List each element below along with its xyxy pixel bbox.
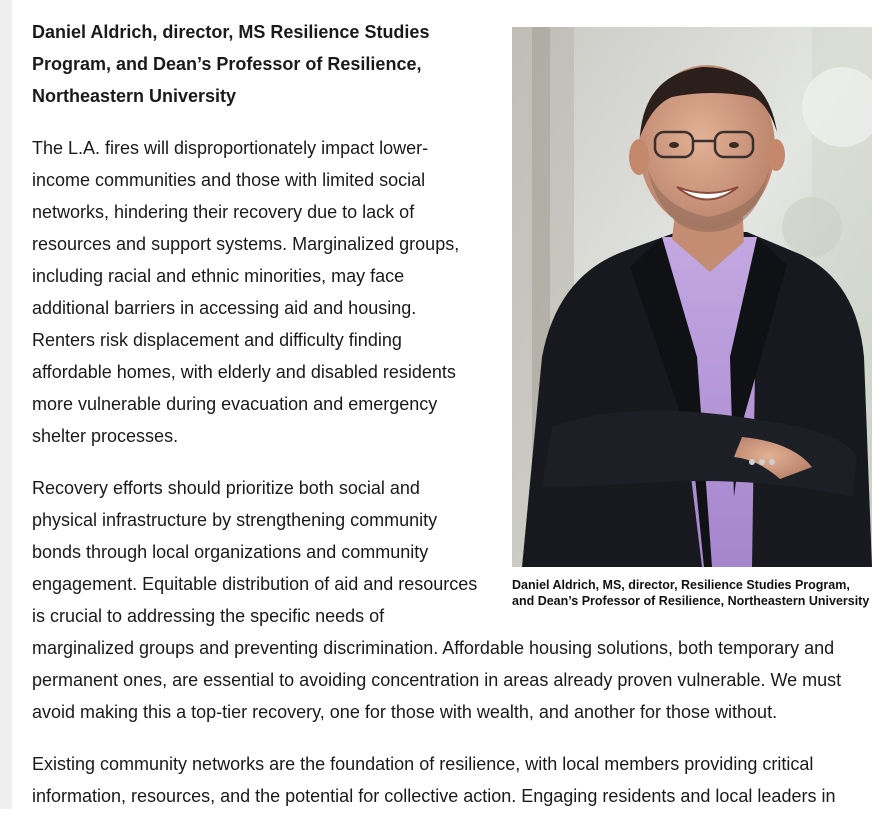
paragraph-impact: The L.A. fires will disproportionately impact lower-income communities and those with limited social networks, hindering their recovery due to lack of resources and support systems. Marginalized groups, including racial and ethnic minorities, may face additional barriers in accessing aid and housing. Renters risk displacement and difficulty finding affordable homes, with elderly and disabled residents more vulnerable during evacuation and emergency shelter processes. xyxy=(32,138,460,446)
portrait-caption: Daniel Aldrich, MS, director, Resilience Studies Program, and Dean’s Professor of Resilience, Northeastern University xyxy=(512,578,870,608)
speaker-heading: Daniel Aldrich, director, MS Resilience Studies Program, and Dean’s Professor of Resilience, Northeastern University xyxy=(32,22,430,106)
article-body xyxy=(32,16,872,832)
portrait-photo xyxy=(512,27,872,567)
paragraph-recovery: Recovery efforts should prioritize both social and physical infrastructure by strengthening community bonds through local organizations and community engagement. Equitable distribution of aid and resources is crucial to addressing the specific needs of marginalized groups and preventing discrimination. Affordable housing solutions, both temporary and permanent ones, are essential to avoiding concentration in areas already proven vulnerable. We must avoid making this a top-tier recovery, one for those with wealth, and another for those without. xyxy=(32,478,842,722)
page-left-gutter xyxy=(0,0,12,809)
paragraph-networks: Existing community networks are the foundation of resilience, with local members providing critical information, resources, and the potential for collective action. Engaging residents and local leaders in xyxy=(32,754,836,806)
portrait-figure xyxy=(512,27,872,609)
